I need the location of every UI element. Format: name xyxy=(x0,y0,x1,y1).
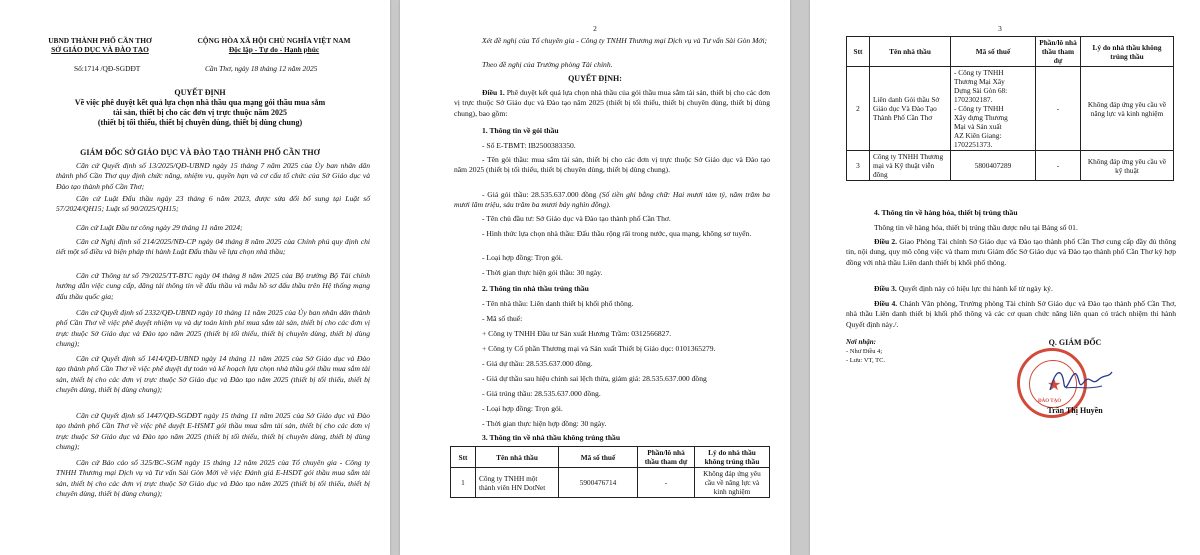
article-4-text: Chánh Văn phòng, Trưởng phòng Tài chính Sở Giáo dục và Đào tạo thành phố Cần Thơ, nhà thầu Liên danh thiết bị khối phổ thông và các cơ quan chức năng liên quan có trách nhiệm thi hành Quyết định này./. xyxy=(846,299,1176,329)
package-price-number: - Giá gói thầu: 28.535.637.000 đồng xyxy=(482,190,597,199)
subject-line-1: Về việc phê duyệt kết quả lựa chọn nhà thầu qua mạng gói thầu mua sắm xyxy=(74,98,326,107)
org-line-2: SỞ GIÁO DỤC VÀ ĐÀO TẠO xyxy=(51,45,149,54)
signature-icon xyxy=(1046,360,1116,400)
row-reason: Không đáp ứng yêu cầu về năng lực và kinh nghiệm xyxy=(1081,67,1174,151)
losing-bidders-table-cont xyxy=(846,36,1174,181)
document-page-1 xyxy=(0,0,390,555)
basis-3: Căn cứ Luật Đầu tư công ngày 29 tháng 11 năm 2024; xyxy=(76,223,243,232)
article-4 xyxy=(846,299,1176,330)
doc-title: QUYẾT ĐỊNH xyxy=(174,88,226,97)
section-4-heading: 4. Thông tin về hàng hóa, thiết bị trúng thầu xyxy=(874,208,1018,217)
basis-9: Căn cứ Báo cáo số 325/BC-SGM ngày 15 tháng 12 năm 2025 của Tổ chuyên gia - Công ty TNHH Thương mại Dịch vụ và Tư vấn Sài Gòn Mới về việc Đánh giá E-HSDT gói thầu mua sắm tài sản, thiết bị cho các đơn vị trực thuộc Sở Giáo dục và Đào tạo năm 2025 (thiết bị tối thiểu, thiết bị chuyên dùng, thiết bị dùng chung); xyxy=(56,458,370,499)
tax-line: Mại và Sản xuất xyxy=(954,122,1002,131)
col-tax: Mã số thuế xyxy=(951,37,1036,67)
seal-star-icon: ★ xyxy=(1047,377,1062,394)
tax-line: 1702251373. xyxy=(954,140,993,149)
basis-6: Căn cứ Quyết định số 2332/QĐ-UBND ngày 10 tháng 11 năm 2025 của Ủy ban nhân dân thành phố Cần Thơ về việc phê duyệt nhiệm vụ và dự toán kinh phí mua sắm tài sản, thiết bị cho các đơn vị trực thuộc Sở Giáo dục và Đào tạo năm 2025 (thiết bị tối thiểu, thiết bị chuyên dùng, thiết bị dùng chung); xyxy=(56,308,370,349)
col-lot: Phần/lô nhà thầu tham dự xyxy=(1036,37,1081,67)
row-lot: - xyxy=(1036,67,1081,151)
signer-title: Q. GIÁM ĐỐC xyxy=(1048,338,1102,347)
tax-line: AZ Kiên Giang: xyxy=(954,131,1002,140)
col-stt: Stt xyxy=(451,447,476,468)
tax-line: Thương Mại Xây xyxy=(954,77,1005,86)
contract-duration: - Thời gian thực hiện hợp đồng: 30 ngày. xyxy=(482,419,607,428)
page-number: 3 xyxy=(998,24,1002,33)
article-3 xyxy=(874,284,1053,294)
basis-8: Căn cứ Quyết định số 1447/QĐ-SGDĐT ngày 15 tháng 11 năm 2025 của Sở Giáo dục và Đào tạo thành phố Cần Thơ về việc phê duyệt E-HSMT gói thầu mua sắm tài sản, thiết bị cho các đơn vị trực thuộc Sở Giáo dục và Đào tạo năm 2025 (thiết bị tối thiểu, thiết bị chuyên dùng, thiết bị dùng chung); xyxy=(56,411,370,452)
row-name: Liên danh Gói thầu Sở Giáo dục Và Đào Tạo Thành Phố Cần Thơ xyxy=(870,67,951,151)
place-date: Cần Thơ, ngày 18 tháng 12 năm 2025 xyxy=(205,64,318,73)
subject-line-3: (thiết bị tối thiểu, thiết bị chuyên dùng, thiết bị dùng chung) xyxy=(97,118,303,127)
article-2-text: Giao Phòng Tài chính Sở Giáo dục và Đào tạo thành phố Cần Thơ cung cấp đầy đủ thông tin, nội dung, quy mô công việc và tham mưu Giám đốc Sở Giáo dục và Đào tạo thành phố Cần Thơ ký hợp đồng với nhà thầu Liên danh thiết bị khối phổ thông. xyxy=(846,237,1177,267)
winner-tax-2: + Công ty Cổ phần Thương mại và Sản xuất Thiết bị Giáo dục: 0101365279. xyxy=(482,344,716,353)
subject-line-2: tài sản, thiết bị cho các đơn vị trực thuộc năm 2025 xyxy=(112,108,288,117)
winning-price: - Giá trúng thầu: 28.535.637.000 đồng. xyxy=(482,389,601,398)
article-2 xyxy=(846,237,1176,268)
ebmt-number: - Số E-TBMT: IB2500383350. xyxy=(482,141,576,150)
row-stt: 1 xyxy=(451,468,476,498)
row-lot: - xyxy=(1036,151,1081,181)
table-header-row xyxy=(847,37,1174,67)
package-price xyxy=(454,190,770,211)
article-1 xyxy=(454,88,770,119)
package-duration: - Thời gian thực hiện gói thầu: 30 ngày. xyxy=(482,268,603,277)
section-1-heading: 1. Thông tin về gói thầu xyxy=(482,126,559,135)
signer-name: Trần Thị Huyền xyxy=(1047,406,1103,415)
section-3-heading: 3. Thông tin về nhà thầu không trúng thầu xyxy=(482,433,621,442)
col-tax: Mã số thuế xyxy=(559,447,638,468)
table-header-row xyxy=(451,447,770,468)
doc-number: Số:1714 /QĐ-SGDĐT xyxy=(74,64,141,73)
document-page-2 xyxy=(400,0,790,555)
basis-7: Căn cứ Quyết định số 1414/QĐ-UBND ngày 14 tháng 11 năm 2025 của Sở Giáo dục và Đào tạo thành phố Cần Thơ về việc phê duyệt dự toán và kế hoạch lựa chọn nhà thầu gói thầu mua sắm tài sản, thiết bị cho các đơn vị trực thuộc Sở Giáo dục và Đào tạo năm 2025 (thiết bị tối thiểu, thiết bị chuyên dùng, thiết bị dùng chung); xyxy=(56,354,370,395)
tax-line: Dựng Sài Gòn 68: xyxy=(954,86,1008,95)
row-tax: 5900476714 xyxy=(559,468,638,498)
row-name: Công ty TNHH một thành viên HN DotNet xyxy=(476,468,559,498)
bid-price-adjusted: - Giá dự thầu sau hiệu chỉnh sai lệch thừa, giảm giá: 28.535.637.000 đồng xyxy=(482,374,707,383)
article-4-label: Điều 4. xyxy=(874,299,898,308)
contract-type-2: - Loại hợp đồng: Trọn gói. xyxy=(482,404,563,413)
recipients-title: Nơi nhận: xyxy=(846,338,877,346)
col-reason: Lý do nhà thầu không trúng thầu xyxy=(695,447,770,468)
contract-type: - Loại hợp đồng: Trọn gói. xyxy=(482,253,563,262)
row-reason: Không đáp ứng yêu cầu về năng lực và kinh nghiệm xyxy=(695,468,770,498)
row-tax: 5800407289 xyxy=(951,151,1036,181)
losing-bidders-table xyxy=(450,446,770,498)
authority-heading: GIÁM ĐỐC SỞ GIÁO DỤC VÀ ĐÀO TẠO THÀNH PHỐ CẦN THƠ xyxy=(80,148,320,157)
row-stt: 2 xyxy=(847,67,870,151)
recipient-1: - Như Điều 4; xyxy=(846,348,883,355)
nation-line-1: CỘNG HÒA XÃ HỘI CHỦ NGHĨA VIỆT NAM xyxy=(197,36,351,45)
tax-line: - Công ty TNHH xyxy=(954,104,1004,113)
table-row xyxy=(847,151,1174,181)
intro-1: Xét đề nghị của Tổ chuyên gia - Công ty TNHH Thương mại Dịch vụ và Tư vấn Sài Gòn Mới; xyxy=(482,36,768,45)
col-reason: Lý do nhà thầu không trúng thầu xyxy=(1081,37,1174,67)
basis-4: Căn cứ Nghị định số 214/2025/NĐ-CP ngày 04 tháng 8 năm 2025 của Chính phủ quy định chi tiết một số điều và biện pháp thi hành Luật Đấu thầu về lựa chọn nhà thầu; xyxy=(56,237,370,257)
decision-heading: QUYẾT ĐỊNH: xyxy=(568,74,622,83)
document-page-3 xyxy=(810,0,1200,555)
section-4-text: Thông tin về hàng hóa, thiết bị trúng thầu được nêu tại Bảng số 01. xyxy=(874,223,1078,232)
tax-label: - Mã số thuế: xyxy=(482,314,523,323)
nation-line-2: Độc lập - Tự do - Hạnh phúc xyxy=(228,45,320,54)
basis-2: Căn cứ Luật Đấu thầu ngày 23 tháng 6 năm 2023, được sửa đổi bổ sung tại Luật số 57/2024/QH15; Luật số 90/2025/QH15; xyxy=(56,194,370,214)
org-line-1: UBND THÀNH PHỐ CẦN THƠ xyxy=(48,36,152,45)
recipient-2: - Lưu: VT, TC. xyxy=(846,357,886,364)
intro-2: Theo đề nghị của Trưởng phòng Tài chính. xyxy=(482,60,613,69)
section-2-heading: 2. Thông tin nhà thầu trúng thầu xyxy=(482,284,589,293)
article-1-label: Điều 1. xyxy=(482,88,505,97)
bid-price: - Giá dự thầu: 28.535.637.000 đồng. xyxy=(482,359,593,368)
selection-method: - Hình thức lựa chọn nhà thầu: Đấu thầu rộng rãi trong nước, qua mạng, không sơ tuyển. xyxy=(482,229,752,238)
row-lot: - xyxy=(638,468,695,498)
winner-tax-1: + Công ty TNHH Đầu tư Sản xuất Hương Trầm: 0312566827. xyxy=(482,329,672,338)
col-name: Tên nhà thầu xyxy=(870,37,951,67)
winner-name: - Tên nhà thầu: Liên danh thiết bị khối phổ thông. xyxy=(482,299,634,308)
tax-line: Xây dựng Thương xyxy=(954,113,1008,122)
seal-text: ĐÀO TẠO xyxy=(1038,399,1062,404)
tax-line: - Công ty TNHH xyxy=(954,68,1004,77)
row-tax xyxy=(951,67,1036,151)
article-3-text: Quyết định này có hiệu lực thi hành kể từ ngày ký. xyxy=(898,284,1053,293)
basis-5: Căn cứ Thông tư số 79/2025/TT-BTC ngày 04 tháng 8 năm 2025 của Bộ trưởng Bộ Tài chính hướng dẫn việc cung cấp, đăng tải thông tin về đấu thầu và mẫu hồ sơ đấu thầu trên Hệ thống mạng đấu thầu quốc gia; xyxy=(56,271,370,301)
col-name: Tên nhà thầu xyxy=(476,447,559,468)
article-3-label: Điều 3. xyxy=(874,284,897,293)
page-number: 2 xyxy=(593,24,597,33)
package-name: - Tên gói thầu: mua sắm tài sản, thiết bị cho các đơn vị trực thuộc Sở Giáo dục và Đào tạo năm 2025 (thiết bị tối thiểu, thiết bị chuyên dùng, thiết bị dùng chung). xyxy=(454,155,770,175)
row-reason: Không đáp ứng yêu cầu về kỹ thuật xyxy=(1081,151,1174,181)
col-lot: Phần/lô nhà thầu tham dự xyxy=(638,447,695,468)
row-name: Công ty TNHH Thương mại và Kỹ thuật viễn đông xyxy=(870,151,951,181)
article-1-text: Phê duyệt kết quả lựa chọn nhà thầu của gói thầu mua sắm tài sản, thiết bị cho các đơn vị trực thuộc Sở Giáo dục và Đào tạo năm 2025 (thiết bị tối thiểu, thiết bị chuyên dùng, thiết bị dùng chung), bao gồm: xyxy=(454,88,771,118)
table-row xyxy=(847,67,1174,151)
row-stt: 3 xyxy=(847,151,870,181)
package-price-words: (Số tiền ghi bằng chữ: Hai mươi tám tỷ, năm trăm ba mươi lăm triệu, sáu trăm ba mươi bảy nghìn đồng). xyxy=(454,190,770,210)
basis-1: Căn cứ Quyết định số 13/2025/QĐ-UBND ngày 15 tháng 7 năm 2025 của Ủy ban nhân dân thành phố Cần Thơ quy định chức năng, nhiệm vụ, quyền hạn và cơ cấu tổ chức của Sở Giáo dục và Đào tạo thành phố Cần Thơ; xyxy=(56,161,370,191)
article-2-label: Điều 2. xyxy=(874,237,898,246)
table-row xyxy=(451,468,770,498)
tax-line: 1702302187. xyxy=(954,95,993,104)
investor: - Tên chủ đầu tư: Sở Giáo dục và Đào tạo thành phố Cần Thơ. xyxy=(482,214,671,223)
col-stt: Stt xyxy=(847,37,870,67)
